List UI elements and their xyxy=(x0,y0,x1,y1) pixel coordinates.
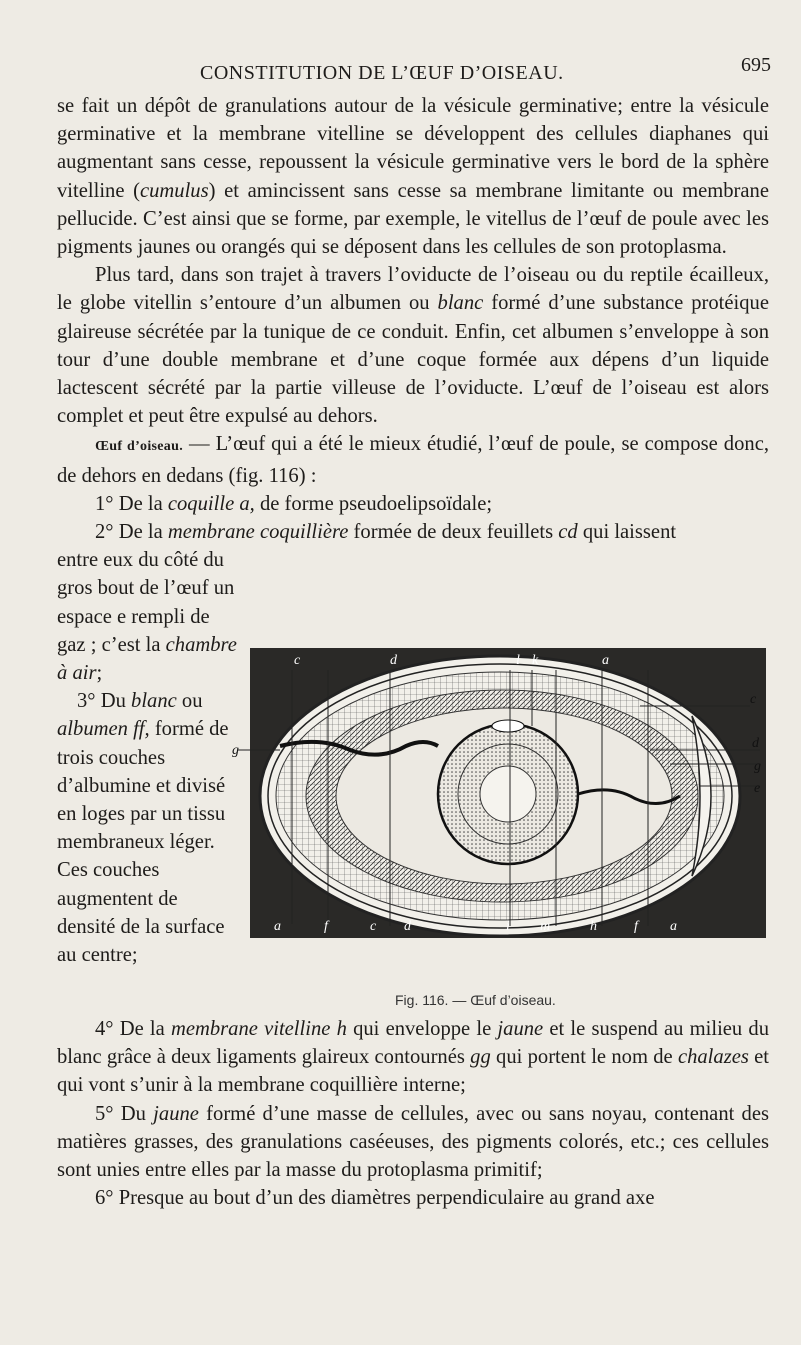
label-a: a xyxy=(602,653,609,668)
italic-term: blanc xyxy=(131,690,177,713)
label-e: e xyxy=(754,781,761,796)
label-c: c xyxy=(294,653,301,668)
text-run: Du xyxy=(113,1102,154,1125)
egg-diagram-figure xyxy=(230,646,768,966)
label-a: a xyxy=(670,919,677,934)
text-run: ou xyxy=(176,690,203,713)
italic-term: coquille a, xyxy=(167,492,255,515)
italic-term: membrane coquillière xyxy=(167,521,349,544)
section-heading: Œuf d’oiseau. xyxy=(95,439,183,455)
item-number: 2° xyxy=(95,521,114,544)
label-l: l xyxy=(516,653,520,668)
text-run: De la xyxy=(113,1018,171,1040)
text-run: Plus tard, dans son trajet à travers l’oviducte de l’oiseau ou du reptile écailleux, le globe vitellin s’entoure d’un albumen ou xyxy=(57,264,769,315)
label-a: a xyxy=(274,919,281,934)
label-f: f xyxy=(324,919,328,934)
figure-caption: Fig. 116. — Œuf d’oiseau. xyxy=(395,992,556,1008)
item-number: 5° xyxy=(95,1102,114,1125)
text-run: formé de trois couches d’albumine et divisé en loges par un tissu membraneux léger. Ces couches augmentent de densité de la surface au centre; xyxy=(57,718,229,967)
text-run: ; xyxy=(96,662,103,685)
text-run: qui portent le nom de xyxy=(490,1046,678,1069)
label-f: f xyxy=(634,919,638,934)
item-number: 3° xyxy=(77,690,96,713)
text-run: Du xyxy=(95,690,132,713)
egg-cross-section-illustration xyxy=(230,646,768,966)
label-i: i xyxy=(506,919,510,934)
label-d: d xyxy=(752,736,759,751)
label-d: d xyxy=(404,919,411,934)
italic-term: chambre à air xyxy=(57,633,237,685)
label-d: d xyxy=(390,653,397,668)
paragraph-2 xyxy=(57,261,769,430)
text-run: qui laissent xyxy=(577,521,677,544)
italic-term: gg xyxy=(470,1046,491,1069)
label-h: h xyxy=(590,919,597,934)
running-header xyxy=(0,48,801,84)
body-text-lower xyxy=(57,1015,769,1212)
text-run: formée de deux feuillets xyxy=(348,521,559,544)
italic-term: membrane vitelline h xyxy=(170,1018,347,1040)
latebra xyxy=(480,766,536,822)
paragraph-3 xyxy=(57,430,769,489)
text-run: De la xyxy=(113,521,168,544)
text-run: qui enveloppe le xyxy=(346,1018,498,1040)
label-m: m xyxy=(540,919,551,934)
italic-term: jaune xyxy=(497,1018,544,1040)
label-g: g xyxy=(232,743,239,758)
label-k: k xyxy=(532,653,539,668)
label-c: c xyxy=(750,692,757,707)
list-item-2 xyxy=(57,518,769,546)
italic-term: blanc xyxy=(437,292,484,315)
italic-term: cd xyxy=(558,521,578,544)
page-number: 695 xyxy=(741,54,771,76)
text-run: Presque au bout d’un des diamètres perpendiculaire au grand axe xyxy=(113,1187,655,1210)
text-run: se fait un dépôt de granulations autour de la vésicule germinative; entre la vésicule germinative et la membrane vitelline se développent des cellules diaphanes qui augmentant sans cesse, repoussent la vésicule germinative vers le bord de la sphère vitelline ( xyxy=(57,95,769,202)
list-item-2-wrap xyxy=(57,546,240,687)
list-item-1 xyxy=(57,490,769,518)
italic-term: jaune xyxy=(153,1102,199,1125)
item-number: 1° xyxy=(95,492,114,515)
item-number: 4° xyxy=(95,1018,114,1040)
list-item-6 xyxy=(57,1184,769,1212)
text-run: ) et amincissent sans cesse sa membrane limitante ou membrane pellucide. C’est ainsi que se forme, par exemple, le vitellus de l’œuf de poule avec les pigments jaunes ou orangés qui se déposent dans les cellules de son protoplasma. xyxy=(57,179,769,259)
text-run: de forme pseudoelipsoïdale; xyxy=(254,492,493,515)
germinal-disc xyxy=(492,720,524,732)
text-run: — L’œuf qui a été le mieux étudié, l’œuf de poule, se compose donc, de dehors en dedans (fig. 116) : xyxy=(57,433,769,487)
item-number: 6° xyxy=(95,1187,114,1210)
text-run: formé d’une substance protéique glaireuse sécrétée par la tunique de ce conduit. Enfin, cet albumen s’enveloppe à son tour d’une double membrane et d’une coque formée aux dépens d’un liquide lactescent sécrété par la partie villeuse de l’oviducte. L’œuf de l’oiseau est alors complet et peut être expulsé au dehors. xyxy=(57,292,769,428)
text-run: et le suspend au milieu du blanc grâce à deux ligaments glaireux contournés xyxy=(57,1018,769,1069)
list-item-5 xyxy=(57,1100,769,1185)
list-item-3 xyxy=(57,687,240,969)
italic-term: chalazes xyxy=(677,1046,749,1069)
label-g: g xyxy=(754,759,761,774)
label-c: c xyxy=(370,919,377,934)
running-title: CONSTITUTION DE L’ŒUF D’OISEAU. xyxy=(200,62,564,84)
italic-term: cumulus xyxy=(139,179,209,202)
text-run: et qui vont s’unir à la membrane coquillière interne; xyxy=(57,1046,769,1097)
italic-term: albumen ff, xyxy=(57,718,150,741)
paragraph-1 xyxy=(57,92,769,261)
list-item-4 xyxy=(57,1015,769,1100)
text-run: De la xyxy=(113,492,168,515)
text-run: formé d’une masse de cellules, avec ou sans noyau, contenant des matières grasses, des granulations caséeuses, des pigments colorés, etc.; ces cellules sont unies entre elles par la masse du protoplasma primitif; xyxy=(57,1102,770,1182)
text-run: entre eux du côté du gros bout de l’œuf un espace e rempli de gaz ; c’est la xyxy=(57,549,235,656)
